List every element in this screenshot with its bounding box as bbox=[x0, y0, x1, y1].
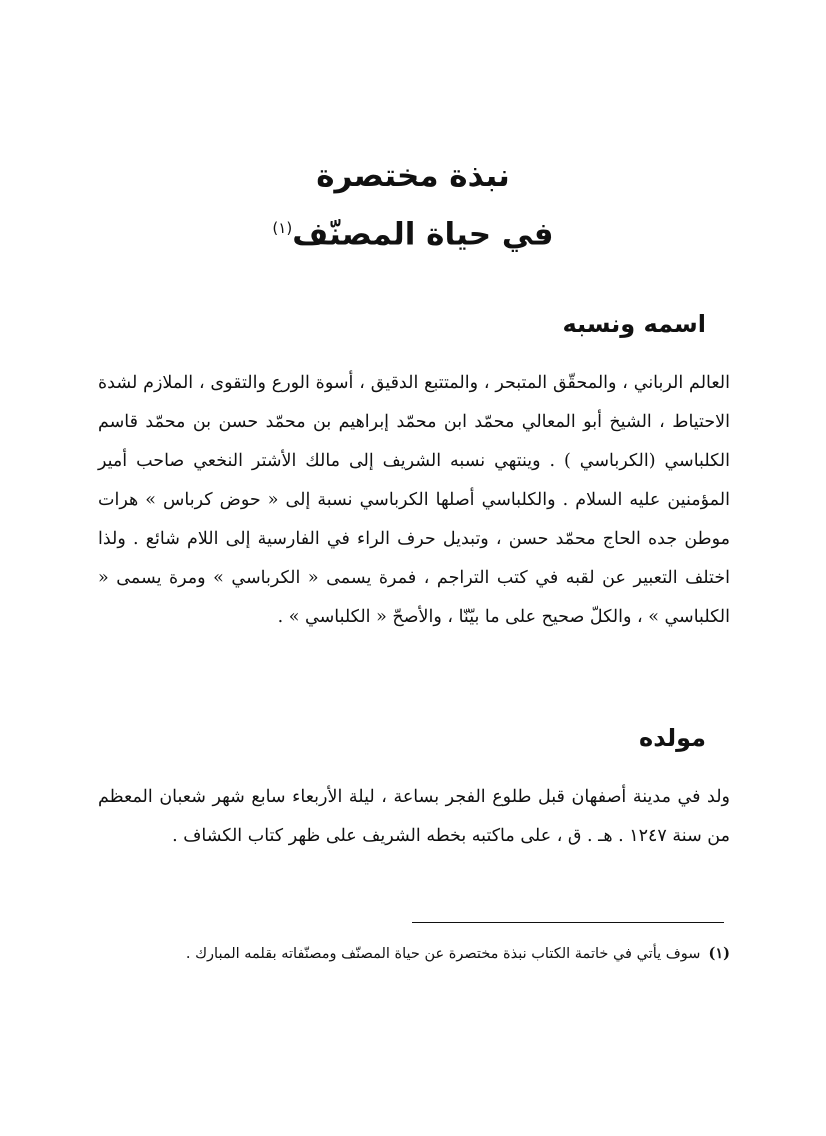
footnote-divider bbox=[412, 922, 724, 923]
title-line-2-text: في حياة المصنّف bbox=[292, 216, 554, 253]
paragraph-name-lineage: العالم الرباني ، والمحقّق المتبحر ، والمتتبع الدقيق ، أسوة الورع والتقوى ، الملازم لشدة الاحتياط ، الشيخ أبو المعالي محمّد ابن محمّد إبراهيم بن محمّد حسن بن محمّد قاسم الكلباسي (الكرباسي ) . وينتهي نسبه الشريف إلى مالك الأشتر النخعي صاحب أمير المؤمنين عليه السلام . والكلباسي أصلها الكرباسي نسبة إلى « حوض كرباس » هرات موطن جده الحاج محمّد حسن ، وتبديل حرف الراء في الفارسية إلى اللام شائع . ولذا اختلف التعبير عن لقبه في كتب التراجم ، فمرة يسمى « الكرباسي » ومرة يسمى « الكلباسي » ، والكلّ صحيح على ما بيّنّا ، والأصحّ « الكلباسي » . bbox=[98, 373, 730, 627]
title-line-1: نبذة مختصرة bbox=[316, 158, 510, 194]
footnote-text: سوف يأتي في خاتمة الكتاب نبذة مختصرة عن حياة المصنّف ومصنّفاته بقلمه المبارك . bbox=[185, 946, 701, 962]
section-heading-name-lineage: اسمه ونسبه bbox=[562, 310, 706, 338]
chapter-title bbox=[0, 150, 826, 260]
paragraph-birth: ولد في مدينة أصفهان قبل طلوع الفجر بساعة ، ليلة الأربعاء سابع شهر شعبان المعظم من سنة ١٢٤٧ . هـ . ق ، على ماكتبه بخطه الشريف على ظهر كتاب الكشاف . bbox=[98, 787, 730, 846]
footnote-number: (١) bbox=[708, 945, 730, 962]
title-footnote-marker[interactable]: (١) bbox=[272, 219, 293, 237]
title-line-2 bbox=[0, 202, 826, 260]
section-heading-birth: مولده bbox=[639, 724, 706, 752]
footnote bbox=[90, 940, 730, 968]
